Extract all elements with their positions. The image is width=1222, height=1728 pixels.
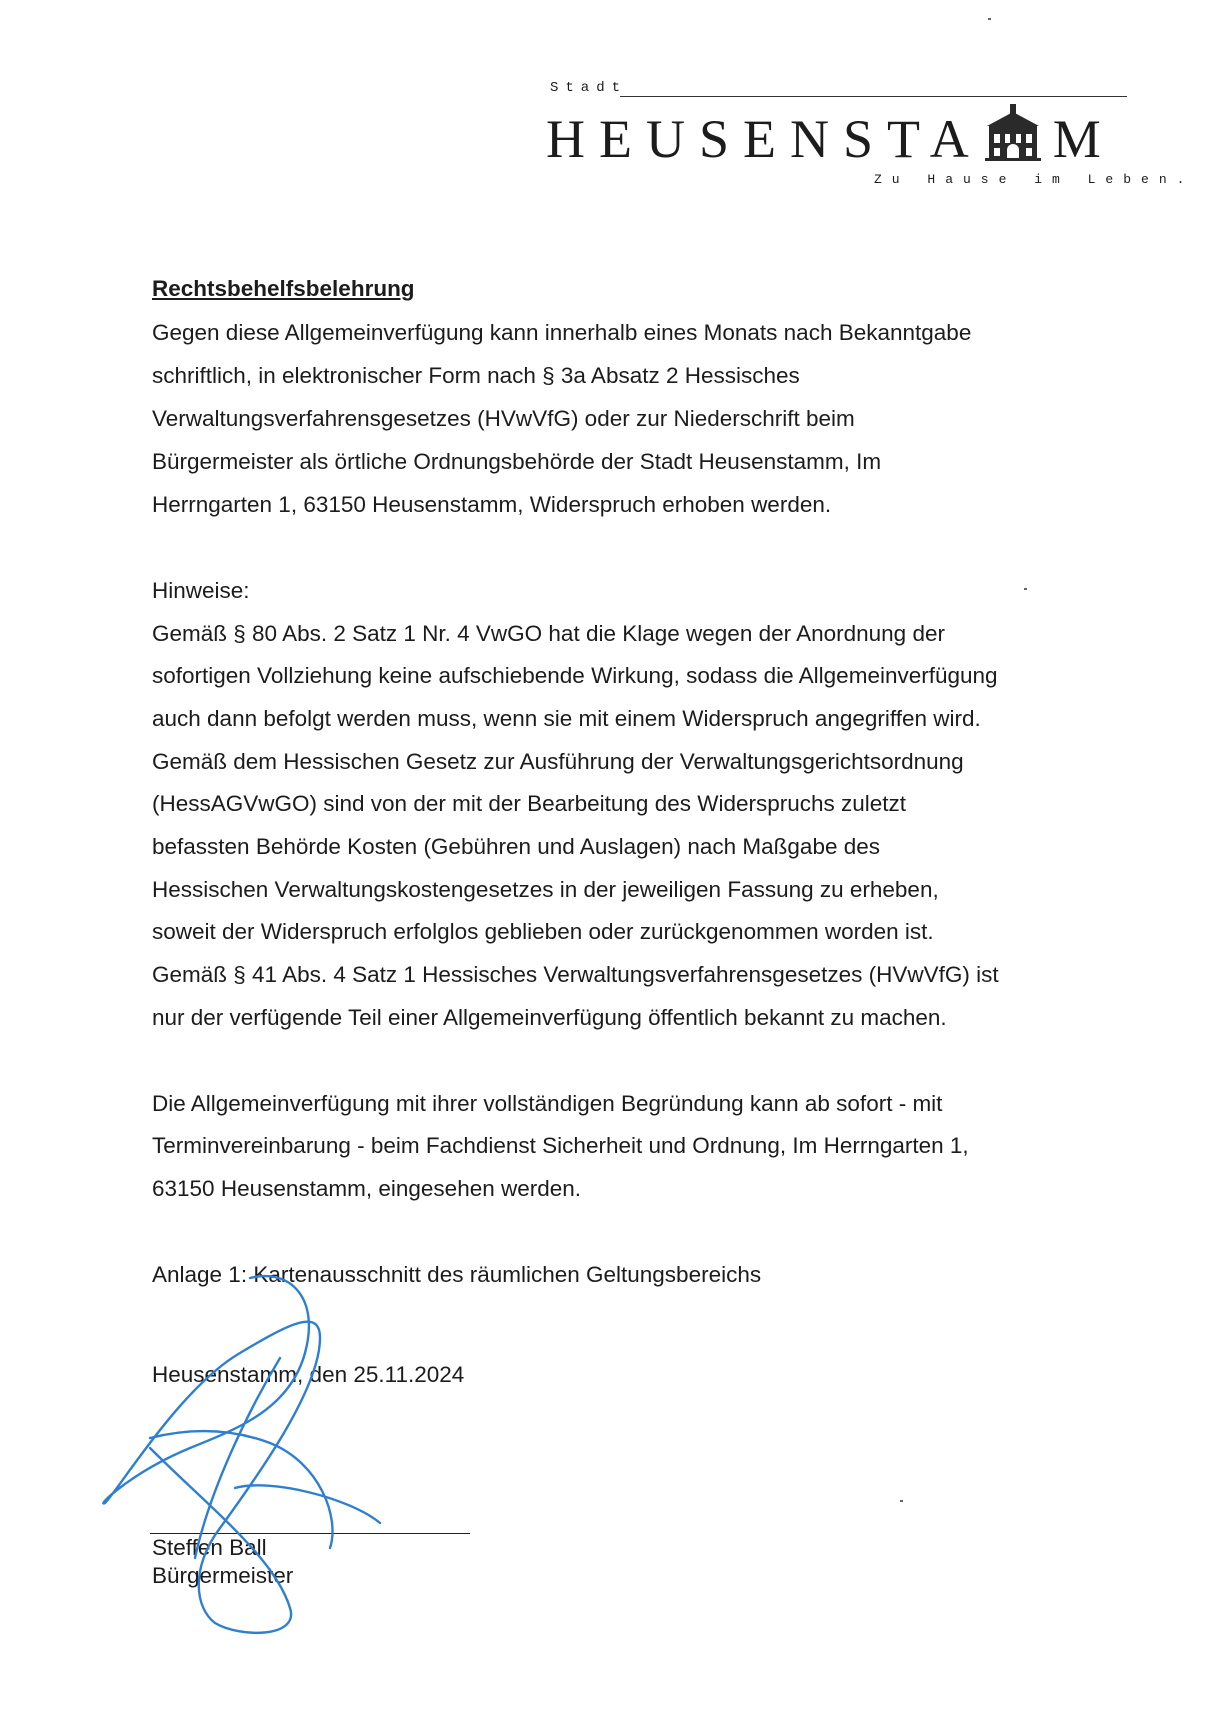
logo-slogan: Zu Hause im Leben.: [874, 172, 1195, 187]
scan-speck: [988, 18, 991, 20]
para1-line: schriftlich, in elektronischer Form nach § 3a Absatz 2 Hessisches: [152, 363, 800, 388]
hinweise-line: Gemäß § 41 Abs. 4 Satz 1 Hessisches Verwaltungsverfahrensgesetzes (HVwVfG) ist: [152, 962, 999, 987]
para3-line: 63150 Heusenstamm, eingesehen werden.: [152, 1176, 582, 1201]
letterhead-logo: [544, 74, 1195, 194]
logo-stadt-text: Stadt: [550, 80, 628, 96]
signer-title: Bürgermeister: [152, 1563, 294, 1588]
para1-line: Verwaltungsverfahrensgesetzes (HVwVfG) oder zur Niederschrift beim: [152, 406, 855, 431]
logo-wordmark: [546, 100, 1115, 169]
signature-line: [150, 1533, 470, 1534]
para1-line: Bürgermeister als örtliche Ordnungsbehörde der Stadt Heusenstamm, Im: [152, 449, 882, 474]
hinweise-line: Gemäß § 80 Abs. 2 Satz 1 Nr. 4 VwGO hat die Klage wegen der Anordnung der: [152, 621, 945, 646]
hinweise-line: sofortigen Vollziehung keine aufschiebende Wirkung, sodass die Allgemeinverfügung: [152, 663, 998, 688]
logo-rule: [620, 96, 1127, 97]
para3-line: Terminvereinbarung - beim Fachdienst Sicherheit und Ordnung, Im Herrngarten 1,: [152, 1133, 969, 1158]
hinweise-line: soweit der Widerspruch erfolglos geblieben oder zurückgenommen worden ist.: [152, 919, 934, 944]
para1-line: Herrngarten 1, 63150 Heusenstamm, Widerspruch erhoben werden.: [152, 492, 832, 517]
hinweise-label: Hinweise:: [152, 578, 250, 603]
hinweise-line: (HessAGVwGO) sind von der mit der Bearbeitung des Widerspruchs zuletzt: [152, 791, 907, 816]
hinweise-line: befassten Behörde Kosten (Gebühren und Auslagen) nach Maßgabe des: [152, 834, 880, 859]
scan-speck: [1024, 588, 1027, 590]
logo-name-part2: M: [1052, 109, 1115, 169]
scan-speck: [900, 1500, 903, 1502]
place-date: Heusenstamm, den 25.11.2024: [152, 1362, 465, 1387]
castle-icon: [983, 104, 1043, 164]
logo-name-part1: HEUSENSTA: [546, 109, 983, 169]
para3-line: Die Allgemeinverfügung mit ihrer vollständigen Begründung kann ab sofort - mit: [152, 1091, 943, 1116]
hinweise-line: auch dann befolgt werden muss, wenn sie mit einem Widerspruch angegriffen wird.: [152, 706, 981, 731]
signer-name: Steffen Ball: [152, 1535, 267, 1560]
anlage-text: Anlage 1: Kartenausschnitt des räumlichen Geltungsbereichs: [152, 1262, 762, 1287]
document-heading: Rechtsbehelfsbelehrung: [152, 276, 415, 301]
signature-scribble: [90, 1258, 420, 1658]
para1-line: Gegen diese Allgemeinverfügung kann innerhalb eines Monats nach Bekanntgabe: [152, 320, 972, 345]
hinweise-line: Hessischen Verwaltungskostengesetzes in der jeweiligen Fassung zu erheben,: [152, 877, 939, 902]
hinweise-line: nur der verfügende Teil einer Allgemeinverfügung öffentlich bekannt zu machen.: [152, 1005, 947, 1030]
hinweise-line: Gemäß dem Hessischen Gesetz zur Ausführung der Verwaltungsgerichtsordnung: [152, 749, 964, 774]
